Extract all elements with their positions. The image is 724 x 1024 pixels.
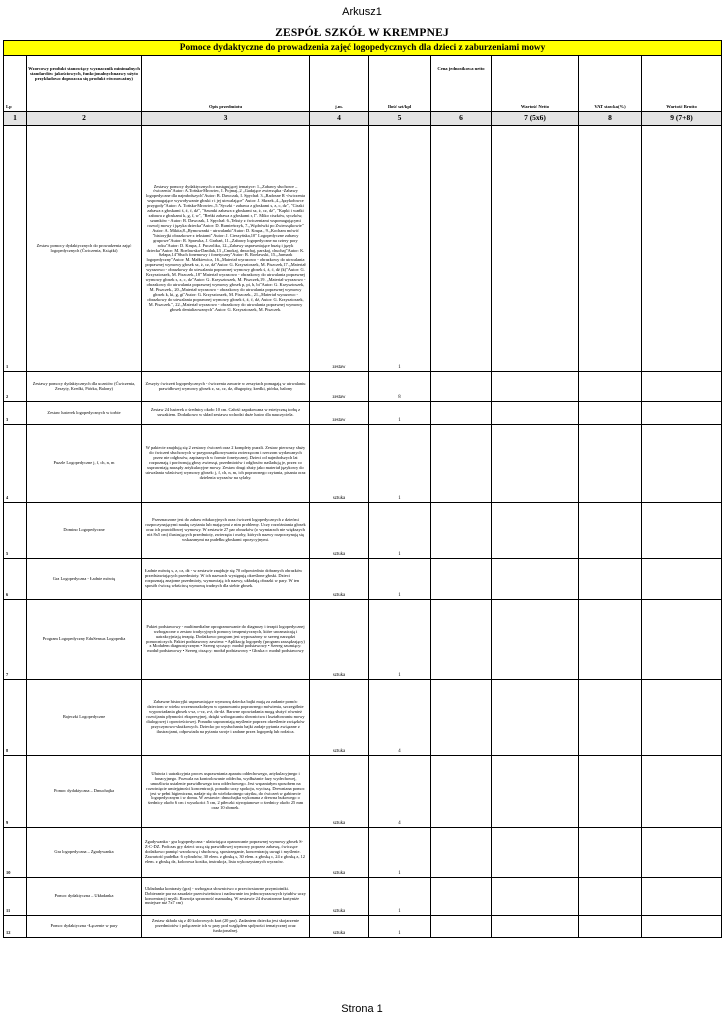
quantity-cell: 1 — [369, 425, 431, 503]
row-number: 5 — [4, 503, 27, 559]
vat-cell — [579, 559, 642, 600]
gross-value-cell — [642, 559, 722, 600]
table-row — [4, 600, 722, 680]
vat-cell — [579, 878, 642, 916]
table-row — [4, 126, 722, 372]
gross-value-cell — [642, 425, 722, 503]
table-row — [4, 402, 722, 425]
row-number: 3 — [4, 402, 27, 425]
quantity-cell: 4 — [369, 680, 431, 756]
net-value-cell — [492, 372, 579, 402]
col-number: 7 (5x6) — [492, 112, 579, 126]
unit-price-cell — [431, 372, 492, 402]
vat-cell — [579, 916, 642, 938]
sheet-title: Arkusz1 — [342, 6, 382, 18]
product-description: Zabawne historyjki usprawniające wymowę dziecka bajki mają za zadanie pomóc dzieciom w wieku wczesnoszkolnym w opanowaniu poprawnego mówienia, szczególnie wypowiadania głosek s-sz, c-cz, z-ż, dz-dż. Barwne opowiadania mogą służyć również rozwijaniu płynności ekspresyjnej, dzięki wzbogacaniu słownictwa i kształtowaniu mowy dialogowej i opowieściowej. Ponadto usprawniają myślenie poprzez określenie związków przyczynowo-skutkowych. Dziecko po wysłuchaniu bajki zadaje pytania związane z ilustracjami, odpowiada na pytania swoje i zadane przez logopedę lub rodzica. — [142, 680, 310, 756]
unit-cell: zestaw — [310, 402, 369, 425]
row-number: 6 — [4, 559, 27, 600]
net-value-cell — [492, 126, 579, 372]
unit-cell: sztuka — [310, 600, 369, 680]
net-value-cell — [492, 425, 579, 503]
unit-price-cell — [431, 126, 492, 372]
product-name: Gra Logopedyczna - Ładnie mówię — [27, 559, 142, 600]
unit-price-cell — [431, 503, 492, 559]
unit-cell: sztuka — [310, 503, 369, 559]
product-name: Bajeczki Logopedyczne — [27, 680, 142, 756]
unit-price-cell — [431, 916, 492, 938]
gross-value-cell — [642, 503, 722, 559]
row-number: 4 — [4, 425, 27, 503]
header-ilosc: Ilość szt/kpl — [369, 56, 431, 112]
vat-cell — [579, 126, 642, 372]
table-row — [4, 878, 722, 916]
table-row — [4, 425, 722, 503]
product-description: Zestaw składa się z 40 kolorowych kart (20 par). Zadaniem dziecka jest skojarzenie przedmiotów i połączenie ich w pary pod względem spójności tematycznej oraz funkcjonalnej. — [142, 916, 310, 938]
row-number: 12 — [4, 916, 27, 938]
vat-cell — [579, 680, 642, 756]
unit-price-cell — [431, 878, 492, 916]
table-row — [4, 372, 722, 402]
unit-price-cell — [431, 559, 492, 600]
header-cena: Cena jednostkowa netto — [431, 56, 492, 112]
quantity-cell: 1 — [369, 600, 431, 680]
unit-price-cell — [431, 402, 492, 425]
table-row — [4, 916, 722, 938]
product-name: Zestaw lusterek logopedycznych w torbie — [27, 402, 142, 425]
product-description: Ułatwia i uatrakcyjnia proces usprawniania aparatu oddechowego, artykulacyjnego i fonacyjnego. Pozwala na kontrolowanie oddechu, wydłużanie fazy wydechowej, umożliwia ustalenie prawidłowego toru oddechowego. Jest wspaniałym sposobem na rozwinięcie umiejętności koncentracji, ponadto uczy spokoju, wyciszą. Drewniana pomoc jest w pełni higieniczna, nadaje się do wielokrotnego użytku, do ćwiczeń w gabinecie logopedycznym i w domu. W zestawie: dmuchajka wykonana z drewna bukowego o średnicy około 6 cm i wysokości 5 cm, 2 piłeczki styropianowe o średnicy około 25 mm oraz 10 słomek. — [142, 756, 310, 828]
unit-cell: sztuka — [310, 828, 369, 878]
product-description: Zestawy pomocy dydaktycznych o następującej tematyce: 1.„Zabawy słuchowe – ćwiczenia"Autor: A.Tońska-Mrowiec, I. Pojmaj.,2 „Gadające zwierzątka -Zabawy logopedyczne dla najmłodszych"Autor: B. Dawczak, I. Spychał. 3.„Radosne R -ćwiczenia wspomagające wywoływanie głoski r i jej utrwalające" Autor: J. Skrzek.,4.„Językołowce przygody"Autor: A. Tońska-Mrowiec.,5."Syczki - zabawa z głoskami s, z, c, dz", "Ciszki zabawa z głoskami ś, ź, ć, dź", "Szumki zabawa z głoskami sz, ż, cz, dż", "Kapki i wańki zabawa z głoskami k, g, f, w", "Reńki zabawa z głoskami r, l". Miko ciszków, syczków, szumków - Autor: B. Dawczak, I. Spychał. 6.,Teksty z ćwiczeniami wspomagającymi rozwój mowy i języka dziecka"Autor: D. Rumieńczyk, 7.„Wędrówki po Zwierzątkowie" Autor: A. Mikita,8.„Rymowanki - utrwalanki"Autor: D. Krupa., 9.„Kocham mówić "historyjki obrazkowe z tekstami" Autor: J. Cieszyńska,10" Logopedyczne zabawy grupowe"Autor: R. Sprawka, J. Grabań, 11.„Zabawy logopedyczne na cztery pory roku"Autor: D. Krupa, J. Puczolika, 12.„Zabawy usprawniające buzię i język dziecka"Autor: M. Roelawska-Daniluk,13 „Cmokaj, dmuchaj, parskaj, chuchaj"Autor: K. Szłapa,14"Słuch fonemowy i fonetyczny"Autor: B. Roelawski, 15.„Jarmark logopedyczny"Autor: M. Małkiewicz, 16.„Materiał wyrazowo - obrazkowy do utrwalania poprawnej wymowy głosek sz, ż, cz, dż"Autor: G. Krzysztoszek, M. Piszczek,17.„Materiał wyrazowo - obrazkowy do utrwalania poprawnej wymowy głosek ś, ź, ć, dź (k)"Autor: G. Krzysztoszek, M. Piszczek.,18" Materiał wyrazowo - obrazkowy do utrwalania poprawnej wymowy głosek s, z, c, dz"Autor: G. Krzysztoszek, M. Piszczek,19. „Materiał wyrazowo - obrazkowy do utrwalania poprawnej wymowy głosek p, pi, b, bi"Autor: G. Krzysztoszek, M. Piszczek., 20.„Materiał wyrazowo - obrazkowy do utrwalania poprawnej wymowy głosek k, ki, g, gi"Autor: G. Krzysztoszek, M. Piszczek., 21.„Materiał wyrazowo - obrazkowy do utrwalania poprawnej wymowy głosek ś, ź, ć, dź, Autor: G. Krzysztoszek, M. Piszczek.", 22.„Materiał wyrazowo - obrazkowy do utrwalania poprawnej wymowy głosek dentalizowanych".Autor: G. Krzysztoszek, M. Piszczek. — [142, 126, 310, 372]
gross-value-cell — [642, 680, 722, 756]
gross-value-cell — [642, 828, 722, 878]
row-number: 7 — [4, 600, 27, 680]
net-value-cell — [492, 828, 579, 878]
header-brutto: Wartość Brutto — [642, 56, 722, 112]
table-row — [4, 756, 722, 828]
product-name: Program Logopedyczny EduSensus Logopedia — [27, 600, 142, 680]
gross-value-cell — [642, 878, 722, 916]
vat-cell — [579, 425, 642, 503]
col-number: 9 (7+8) — [642, 112, 722, 126]
product-name: Pomoc dydaktyczna – Dmuchajka — [27, 756, 142, 828]
col-number: 3 — [142, 112, 310, 126]
unit-cell: sztuka — [310, 916, 369, 938]
header-jm: j.m. — [310, 56, 369, 112]
row-number: 9 — [4, 756, 27, 828]
col-number: 1 — [4, 112, 27, 126]
row-number: 11 — [4, 878, 27, 916]
vat-cell — [579, 756, 642, 828]
unit-price-cell — [431, 600, 492, 680]
product-description: Zestaw 24 lusterek o średnicy około 10 cm. Całość zapakowana w estetyczną torbę z suwakiem. Dodatkowo w skład zestawu wchodzi duże lustro dla nauczyciela. — [142, 402, 310, 425]
quantity-cell: 1 — [369, 126, 431, 372]
net-value-cell — [492, 600, 579, 680]
net-value-cell — [492, 559, 579, 600]
net-value-cell — [492, 756, 579, 828]
product-name: Pomoc dydaktyczna – Układanka — [27, 878, 142, 916]
vat-cell — [579, 402, 642, 425]
vat-cell — [579, 600, 642, 680]
net-value-cell — [492, 916, 579, 938]
banner-title: Pomoce dydaktyczne do prowadzenia zajęć logopedycznych dla dzieci z zaburzeniami mowy — [4, 41, 722, 56]
gross-value-cell — [642, 402, 722, 425]
unit-cell: sztuka — [310, 425, 369, 503]
product-description: Pakiet podstawowy - multimedialne oprogramowanie do diagnozy i terapii logopedycznej wzbogacone o zestaw tradycyjnych pomocy terapeutycznych, które urozmaicają i uatrakcyjniają terapię. Dodatkowo program jest wyposażony w szereg narzędzi pomocniczych. Pakiet podstawowy zawiera: • Aplikację logopedy (program zarządzający) z Modułem diagnostycznym • Szereg syczący: moduł podstawowy • Szereg szumiący: moduł podstawowy • Szereg ciszący: moduł podstawowy • Głoska r: moduł podstawowy — [142, 600, 310, 680]
product-name: Domino Logopedyczne — [27, 503, 142, 559]
net-value-cell — [492, 503, 579, 559]
net-value-cell — [492, 402, 579, 425]
unit-cell: sztuka — [310, 559, 369, 600]
gross-value-cell — [642, 756, 722, 828]
gross-value-cell — [642, 600, 722, 680]
page-footer: Strona 1 — [341, 1003, 383, 1015]
table-row — [4, 828, 722, 878]
unit-price-cell — [431, 680, 492, 756]
net-value-cell — [492, 680, 579, 756]
quantity-cell: 8 — [369, 372, 431, 402]
quantity-cell: 1 — [369, 503, 431, 559]
table-row — [4, 680, 722, 756]
net-value-cell — [492, 878, 579, 916]
unit-price-cell — [431, 828, 492, 878]
col-number: 4 — [310, 112, 369, 126]
product-description: Układanka kontrasty (gra) - wzbogaca słownictwo o przeciwstawne przymiotniki. Dobieranie par na zasadzie przeciwieństwa i nadawanie im jednowyrazowych tytułów uczy koncentracji myśli. Rozwija sprawność manualną. W zestawie 24 dwustronne kartyniże mniejsze niż 7x7 cm) — [142, 878, 310, 916]
header-vat: VAT stawka(%) — [579, 56, 642, 112]
unit-cell: sztuka — [310, 878, 369, 916]
school-name: ZESPÓŁ SZKÓŁ W KREMPNEJ — [275, 27, 449, 39]
product-description: W pakiecie znajdują się 2 zestawy ćwiczeń oraz 2 komplety puzzli. Zestaw pierwszy służy do ćwiczeń słuchowych w przyporządkowywaniu zwierzęcom i rzeczom wydawanych przez nie odgłosów, zapisanych w formie fonetycznej. Dzieci od najmłodszych lat rozpoznają i porównują głosy zwierząt, przedmiotów i odgłosów naśladują je, przez co usprawniają narządy artykulacyjne mowy. Zestaw drugi służy jako materiał językowy do utrwalania właściwej wymowy głosek: j, f, ch, n, m, ich poprawnego czytania, pisania oraz dzielenia wyrazów na sylaby. — [142, 425, 310, 503]
unit-cell: zestaw — [310, 372, 369, 402]
header-netto: Wartość Netto — [492, 56, 579, 112]
quantity-cell: 4 — [369, 756, 431, 828]
header-opis: Opis przedmiotu — [142, 56, 310, 112]
banner-row — [4, 41, 722, 56]
product-name: Zestawy pomocy dydaktycznych dla uczniów (Ćwiczenia, Zeszyty, Kredki, Piórka, Balony) — [27, 372, 142, 402]
col-number: 6 — [431, 112, 492, 126]
unit-cell: zestaw — [310, 126, 369, 372]
unit-cell: sztuka — [310, 680, 369, 756]
row-number: 10 — [4, 828, 27, 878]
row-number: 1 — [4, 126, 27, 372]
header-model: Wzorcowy produkt stanowiący wyznacznik minimalnych standardów jakościowych, funkcjonalnychnazwy użyto przykładowo dopuszcza się produkt równoważny) — [27, 56, 142, 112]
header-lp: Lp — [4, 56, 27, 112]
col-number: 8 — [579, 112, 642, 126]
quantity-cell: 1 — [369, 878, 431, 916]
product-description: Przeznaczone jest do zabaw edukacyjnych oraz ćwiczeń logopedycznych z dziećmi rozpoczynającymi naukę czytania lub mającymi z nim problemy. Uczy rozróżniania głosek oraz ich prawidłowej wymowy. W zestawie 27 par obrazków (o wymiarach nie większych niż 8x5 cm) ilustrujących przedmioty, zwierzęta i osoby, których nazwy rozpoczynają się wskazanymi na pudełku głoskami opozycyjnymi. — [142, 503, 310, 559]
vat-cell — [579, 503, 642, 559]
vat-cell — [579, 372, 642, 402]
vat-cell — [579, 828, 642, 878]
offer-table — [3, 40, 722, 938]
quantity-cell: 1 — [369, 402, 431, 425]
gross-value-cell — [642, 372, 722, 402]
table-row — [4, 559, 722, 600]
unit-price-cell — [431, 425, 492, 503]
table-row — [4, 503, 722, 559]
gross-value-cell — [642, 916, 722, 938]
row-number: 8 — [4, 680, 27, 756]
col-number: 2 — [27, 112, 142, 126]
unit-cell: sztuka — [310, 756, 369, 828]
product-name: Zestaw pomocy dydaktycznych do prowadzenia zajęć logopedycznych (Ćwiczenia, Książki) — [27, 126, 142, 372]
product-name: Pomoc dydaktyczna -Łączenie w pary — [27, 916, 142, 938]
gross-value-cell — [642, 126, 722, 372]
col-number: 5 — [369, 112, 431, 126]
column-number-row — [4, 112, 722, 126]
unit-price-cell — [431, 756, 492, 828]
product-description: Ładnie mówię s, z, cz, dż - w zestawie znajduje się 70 odpowiednio dobranych obrazków przedstawiających przedmioty. W ich nazwach występują określone głoski. Dzieci rozpoznają znajome przedmioty, wymawiają ich nazwy, układają obrazki w pary. W ten sposób ćwiczą właściwą wymowę trudnych dla siebie głosek. — [142, 559, 310, 600]
product-description: Zgadywanka - gra logopedyczna - ułatwiająca opanowanie poprawnej wymowy głosek S-Z-C-DZ. Podczas gry dzieci uczą się prawidłowej wymowy poprzez zabawę, ćwiczące dodatkowo pamięć wzrokową i słuchową, spostrzeganie, koncentrację uwagi i myślenie. Zawartość pudełka: 6 cylindrów, 30 elem. z głoską s, 30 elem. z głoską c, 24 z głoską z, 12 elem. z głoską dz, kolorowa kostka, instrukcja, lista wykorzystanych wyrazów. — [142, 828, 310, 878]
quantity-cell: 1 — [369, 559, 431, 600]
row-number: 2 — [4, 372, 27, 402]
product-name: Puzzle Logopedyczne j, f, ch, n, m — [27, 425, 142, 503]
quantity-cell: 1 — [369, 828, 431, 878]
product-description: Zeszyty ćwiczeń logopedycznych - ćwiczenia zawarte w zeszytach pomagają w utrwalaniu prawidłowej wymowy głosek z, sz, cz, dz, długopisy, kredki, piórka, balony — [142, 372, 310, 402]
quantity-cell: 1 — [369, 916, 431, 938]
header-row — [4, 56, 722, 112]
product-name: Gra logopedyczna – Zgadywanka — [27, 828, 142, 878]
